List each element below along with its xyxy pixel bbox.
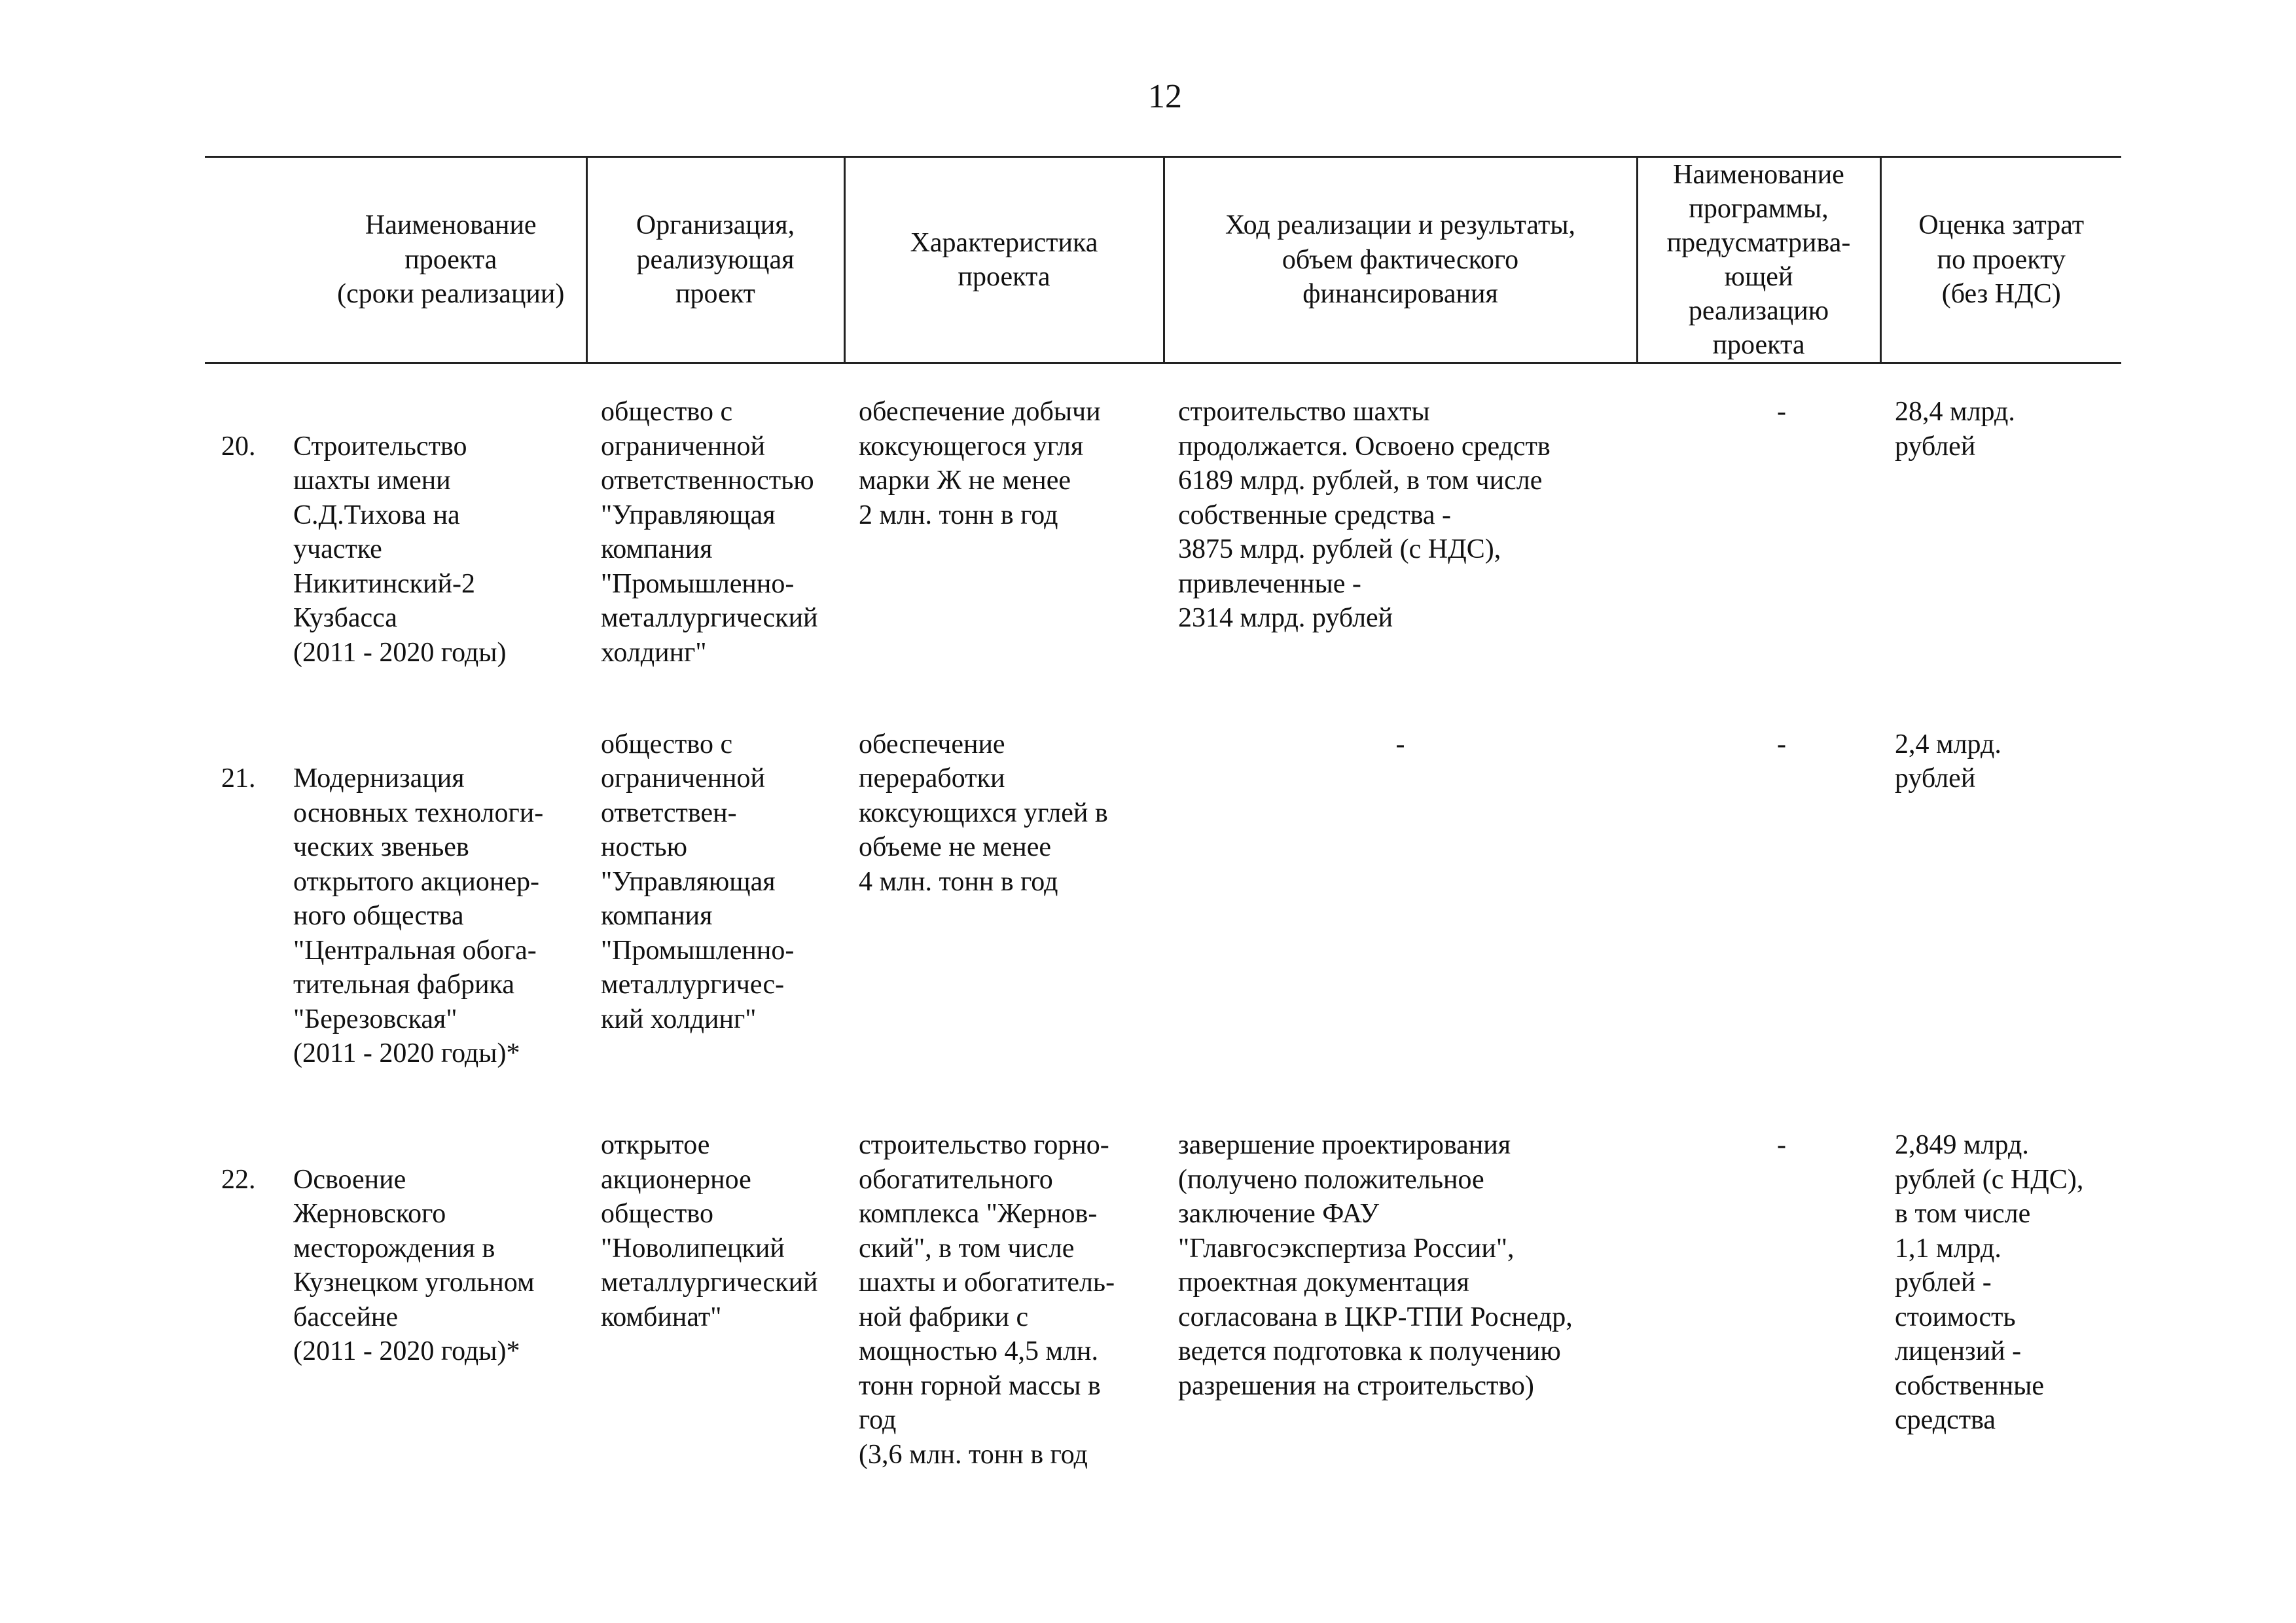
organization: общество с ограниченной ответствен- ностью "Управляющая компания "Промышленно- металлургичес- кий холдинг" bbox=[601, 729, 795, 1034]
projects-table bbox=[205, 156, 2121, 1495]
project-cell bbox=[205, 727, 586, 1129]
cost-estimate: 28,4 млрд. рублей bbox=[1895, 397, 2015, 462]
organization: общество с ограниченной ответственностью "Управляющая компания "Промышленно- металлургический холдинг" bbox=[601, 397, 818, 668]
header-organization: Организация, реализующая проект bbox=[586, 157, 844, 363]
header-progress: Ход реализации и результаты, объем фактического финансирования bbox=[1164, 157, 1637, 363]
program: - bbox=[1777, 397, 1786, 427]
table-row bbox=[205, 363, 2121, 727]
header-characteristics: Характеристика проекта bbox=[844, 157, 1164, 363]
cost-estimate: 2,849 млрд. рублей (с НДС), в том числе 1,1 млрд. рублей - стоимость лицензий - собственные средства bbox=[1895, 1130, 2084, 1435]
organization: открытое акционерное общество "Новолипецкий металлургический комбинат" bbox=[601, 1130, 818, 1332]
header-project-name: Наименование проекта (сроки реализации) bbox=[205, 157, 586, 363]
progress: - bbox=[1395, 729, 1405, 759]
characteristics: строительство горно- обогатительного комплекса "Жернов- ский", в том числе шахты и обогатитель- ной фабрики с мощностью 4,5 млн. тонн горной массы в год (3,6 млн. тонн в год bbox=[859, 1130, 1115, 1470]
page-number: 12 bbox=[1148, 78, 1182, 115]
program: - bbox=[1777, 729, 1786, 759]
characteristics: обеспечение добычи коксующегося угля марки Ж не менее 2 млн. тонн в год bbox=[859, 397, 1101, 530]
project-name: Модернизация основных технологи- ческих звеньев открытого акционер- ного общества "Центральная обога- тительная фабрика "Березовская" (2011 - 2020 годы)* bbox=[293, 763, 544, 1068]
row-number: 20. bbox=[221, 431, 256, 462]
project-cell bbox=[205, 1128, 586, 1495]
characteristics: обеспечение переработки коксующихся углей в объеме не менее 4 млн. тонн в год bbox=[859, 729, 1108, 897]
progress: строительство шахты продолжается. Освоено средств 6189 млрд. рублей, в том числе собственные средства - 3875 млрд. рублей (с НДС), привлеченные - 2314 млрд. рублей bbox=[1178, 397, 1551, 633]
project-cell bbox=[205, 363, 586, 727]
row-number: 22. bbox=[221, 1164, 256, 1195]
table-header-row bbox=[205, 157, 2121, 363]
cost-estimate: 2,4 млрд. рублей bbox=[1895, 729, 2001, 793]
project-name: Строительство шахты имени С.Д.Тихова на участке Никитинский-2 Кузбасса (2011 - 2020 годы) bbox=[293, 431, 507, 668]
table-row bbox=[205, 727, 2121, 1129]
project-name: Освоение Жерновского месторождения в Кузнецком угольном бассейне (2011 - 2020 годы)* bbox=[293, 1164, 535, 1366]
progress: завершение проектирования (получено положительное заключение ФАУ "Главгосэкспертиза России", проектная документация согласована в ЦКР-ТПИ Роснедр, ведется подготовка к получению разрешения на строительство) bbox=[1178, 1130, 1573, 1401]
table-row bbox=[205, 1128, 2121, 1495]
header-program: Наименование программы, предусматрива- ющей реализацию проекта bbox=[1637, 157, 1880, 363]
header-cost: Оценка затрат по проекту (без НДС) bbox=[1880, 157, 2121, 363]
row-number: 21. bbox=[221, 763, 256, 793]
program: - bbox=[1777, 1130, 1786, 1160]
